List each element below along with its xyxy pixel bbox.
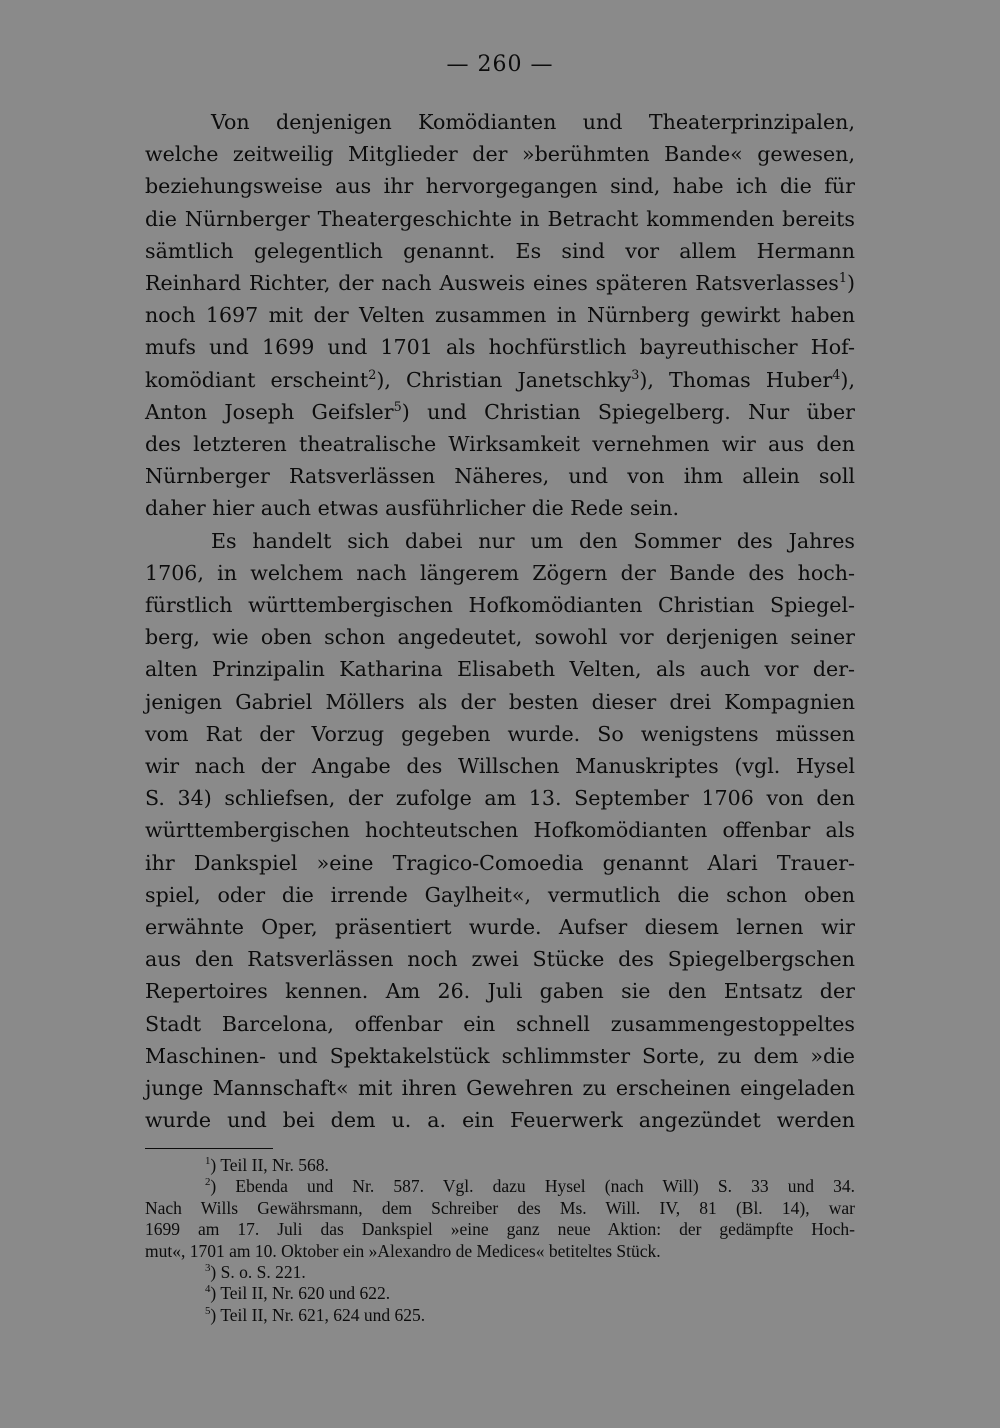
text-line: ihr Dankspiel »eine Tragico-Comoedia genannt Alari Trauer- (145, 850, 855, 875)
text-line: aus den Ratsverlässen noch zwei Stücke des Spiegelbergschen (145, 947, 855, 972)
text-line: vom Rat der Vorzug gegeben wurde. So wenigstens müssen (145, 721, 855, 746)
footnote-number: 5 (205, 1305, 211, 1318)
text-line: beziehungsweise aus ihr hervorgegangen sind, habe ich die für (145, 174, 855, 199)
text-line: alten Prinzipalin Katharina Elisabeth Velten, als auch vor der- (145, 657, 855, 682)
text-line: die Nürnberger Theatergeschichte in Betracht kommenden bereits (145, 206, 855, 231)
text-line: Es handelt sich dabei nur um den Sommer des Jahres (211, 528, 855, 553)
text-fragment: ) (846, 271, 855, 296)
body-text (145, 106, 855, 1137)
text-fragment: Reinhard Richter, der nach Ausweis eines späteren Ratsverlasses (145, 271, 839, 296)
footnote-number: 1 (205, 1155, 211, 1168)
text-line: 1706, in welchem nach längerem Zögern der Bande des hoch- (145, 560, 855, 585)
footnote-text: Teil II, Nr. 621, 624 und 625. (220, 1304, 426, 1325)
text-line: Maschinen- und Spektakelstück schlimmster Sorte, zu dem »die (145, 1043, 855, 1068)
text-line: wir nach der Angabe des Willschen Manuskriptes (vgl. Hysel (145, 754, 855, 779)
text-line: spiel, oder die irrende Gaylheit«, vermutlich die schon oben (145, 882, 855, 907)
footnote-number: 3 (205, 1262, 211, 1275)
footnote-line (145, 1241, 855, 1262)
text-line: fürstlich württembergischen Hofkomödianten Christian Spiegel- (145, 593, 855, 618)
footnote-line: $^5$) Teil II, Nr. 621, 624 und 625. (205, 1304, 426, 1325)
text-line: berg, wie oben schon angedeutet, sowohl vor derjenigen seiner (145, 625, 855, 650)
text-line: Repertoires kennen. Am 26. Juli gaben sie den Entsatz der (145, 979, 855, 1004)
text-line: erwähnte Oper, präsentiert wurde. Aufser diesem lernen wir (145, 915, 855, 940)
text-fragment: ), (840, 367, 855, 392)
text-line (145, 396, 855, 428)
text-line: des letzteren theatralische Wirksamkeit vernehmen wir aus den (145, 432, 855, 457)
text-line: daher hier auch etwas ausführlicher die Rede sein. (145, 496, 680, 521)
footnote-marker: 5 (393, 399, 402, 415)
footnote-marker: 3 (631, 367, 640, 383)
text-line (145, 267, 855, 299)
text-fragment: Anton Joseph Geifsler (145, 399, 394, 424)
footnote-line: $^4$) Teil II, Nr. 620 und 622. (205, 1283, 391, 1304)
text-line: Von denjenigen Komödianten und Theaterprinzipalen, (211, 110, 855, 134)
footnote-line: $^1$) Teil II, Nr. 568. (205, 1155, 329, 1175)
text-line: sämtlich gelegentlich genannt. Es sind vor allem Hermann (145, 238, 855, 263)
footnote-line (145, 1219, 855, 1240)
footnote-marker: 1 (838, 271, 847, 287)
footnote-text: S. o. S. 221. (220, 1262, 306, 1283)
footnote-text: Teil II, Nr. 568. (220, 1155, 329, 1175)
text-line (145, 364, 855, 396)
footnote-text: 1699 am 17. Juli das Dankspiel »eine ganz neue Aktion: der gedämpfte Hoch- (145, 1219, 855, 1240)
footnotes (145, 1155, 855, 1326)
footnote-text: mut«, 1701 am 10. Oktober ein »Alexandro de Medices« betiteltes Stück. (145, 1240, 661, 1261)
footnote-text: Ebenda und Nr. 587. Vgl. dazu Hysel (nach Will) S. 33 und 34. (235, 1176, 856, 1197)
footnote-line: $^2$) Ebenda und Nr. 587. Vgl. dazu Hysel (nach Will) S. 33 und 34. (205, 1176, 856, 1197)
text-fragment: ), Thomas Huber (639, 367, 833, 392)
footnote-marker: 2 (368, 367, 377, 383)
text-line: wurde und bei dem u. a. ein Feuerwerk angezündet werden (145, 1108, 855, 1133)
text-line: jenigen Gabriel Möllers als der besten dieser drei Kompagnien (145, 689, 855, 714)
footnote-text: Nach Wills Gewährsmann, dem Schreiber des Ms. Will. IV, 81 (Bl. 14), war (145, 1197, 855, 1218)
footnote-text: Teil II, Nr. 620 und 622. (220, 1283, 391, 1304)
text-line: württembergischen hochteutschen Hofkomödianten offenbar als (145, 818, 855, 843)
page-number: — 260 — (446, 52, 554, 77)
text-line: noch 1697 mit der Velten zusammen in Nürnberg gewirkt haben (145, 303, 855, 328)
text-line: junge Mannschaft« mit ihren Gewehren zu erscheinen eingeladen (145, 1076, 855, 1101)
text-fragment: komödiant erscheint (145, 367, 369, 392)
text-line: welche zeitweilig Mitglieder der »berühmten Bande« gewesen, (145, 142, 855, 167)
footnote-number: 2 (205, 1176, 211, 1189)
footnote-rule (145, 1148, 273, 1149)
text-fragment: ) und Christian Spiegelberg. Nur über (401, 399, 856, 424)
text-line: Stadt Barcelona, offenbar ein schnell zusammengestoppeltes (145, 1011, 855, 1036)
footnote-line: $^3$) S. o. S. 221. (205, 1262, 306, 1283)
text-line: mufs und 1699 und 1701 als hochfürstlich bayreuthischer Hof- (145, 335, 855, 360)
footnote-line (145, 1198, 855, 1219)
text-line: S. 34) schliefsen, der zufolge am 13. September 1706 von den (145, 786, 855, 811)
footnote-marker: 4 (832, 367, 841, 383)
text-fragment: ), Christian Janetschky (376, 367, 632, 392)
footnote-number: 4 (205, 1283, 211, 1296)
text-line: Nürnberger Ratsverlässen Näheres, und von ihm allein soll (145, 464, 855, 489)
